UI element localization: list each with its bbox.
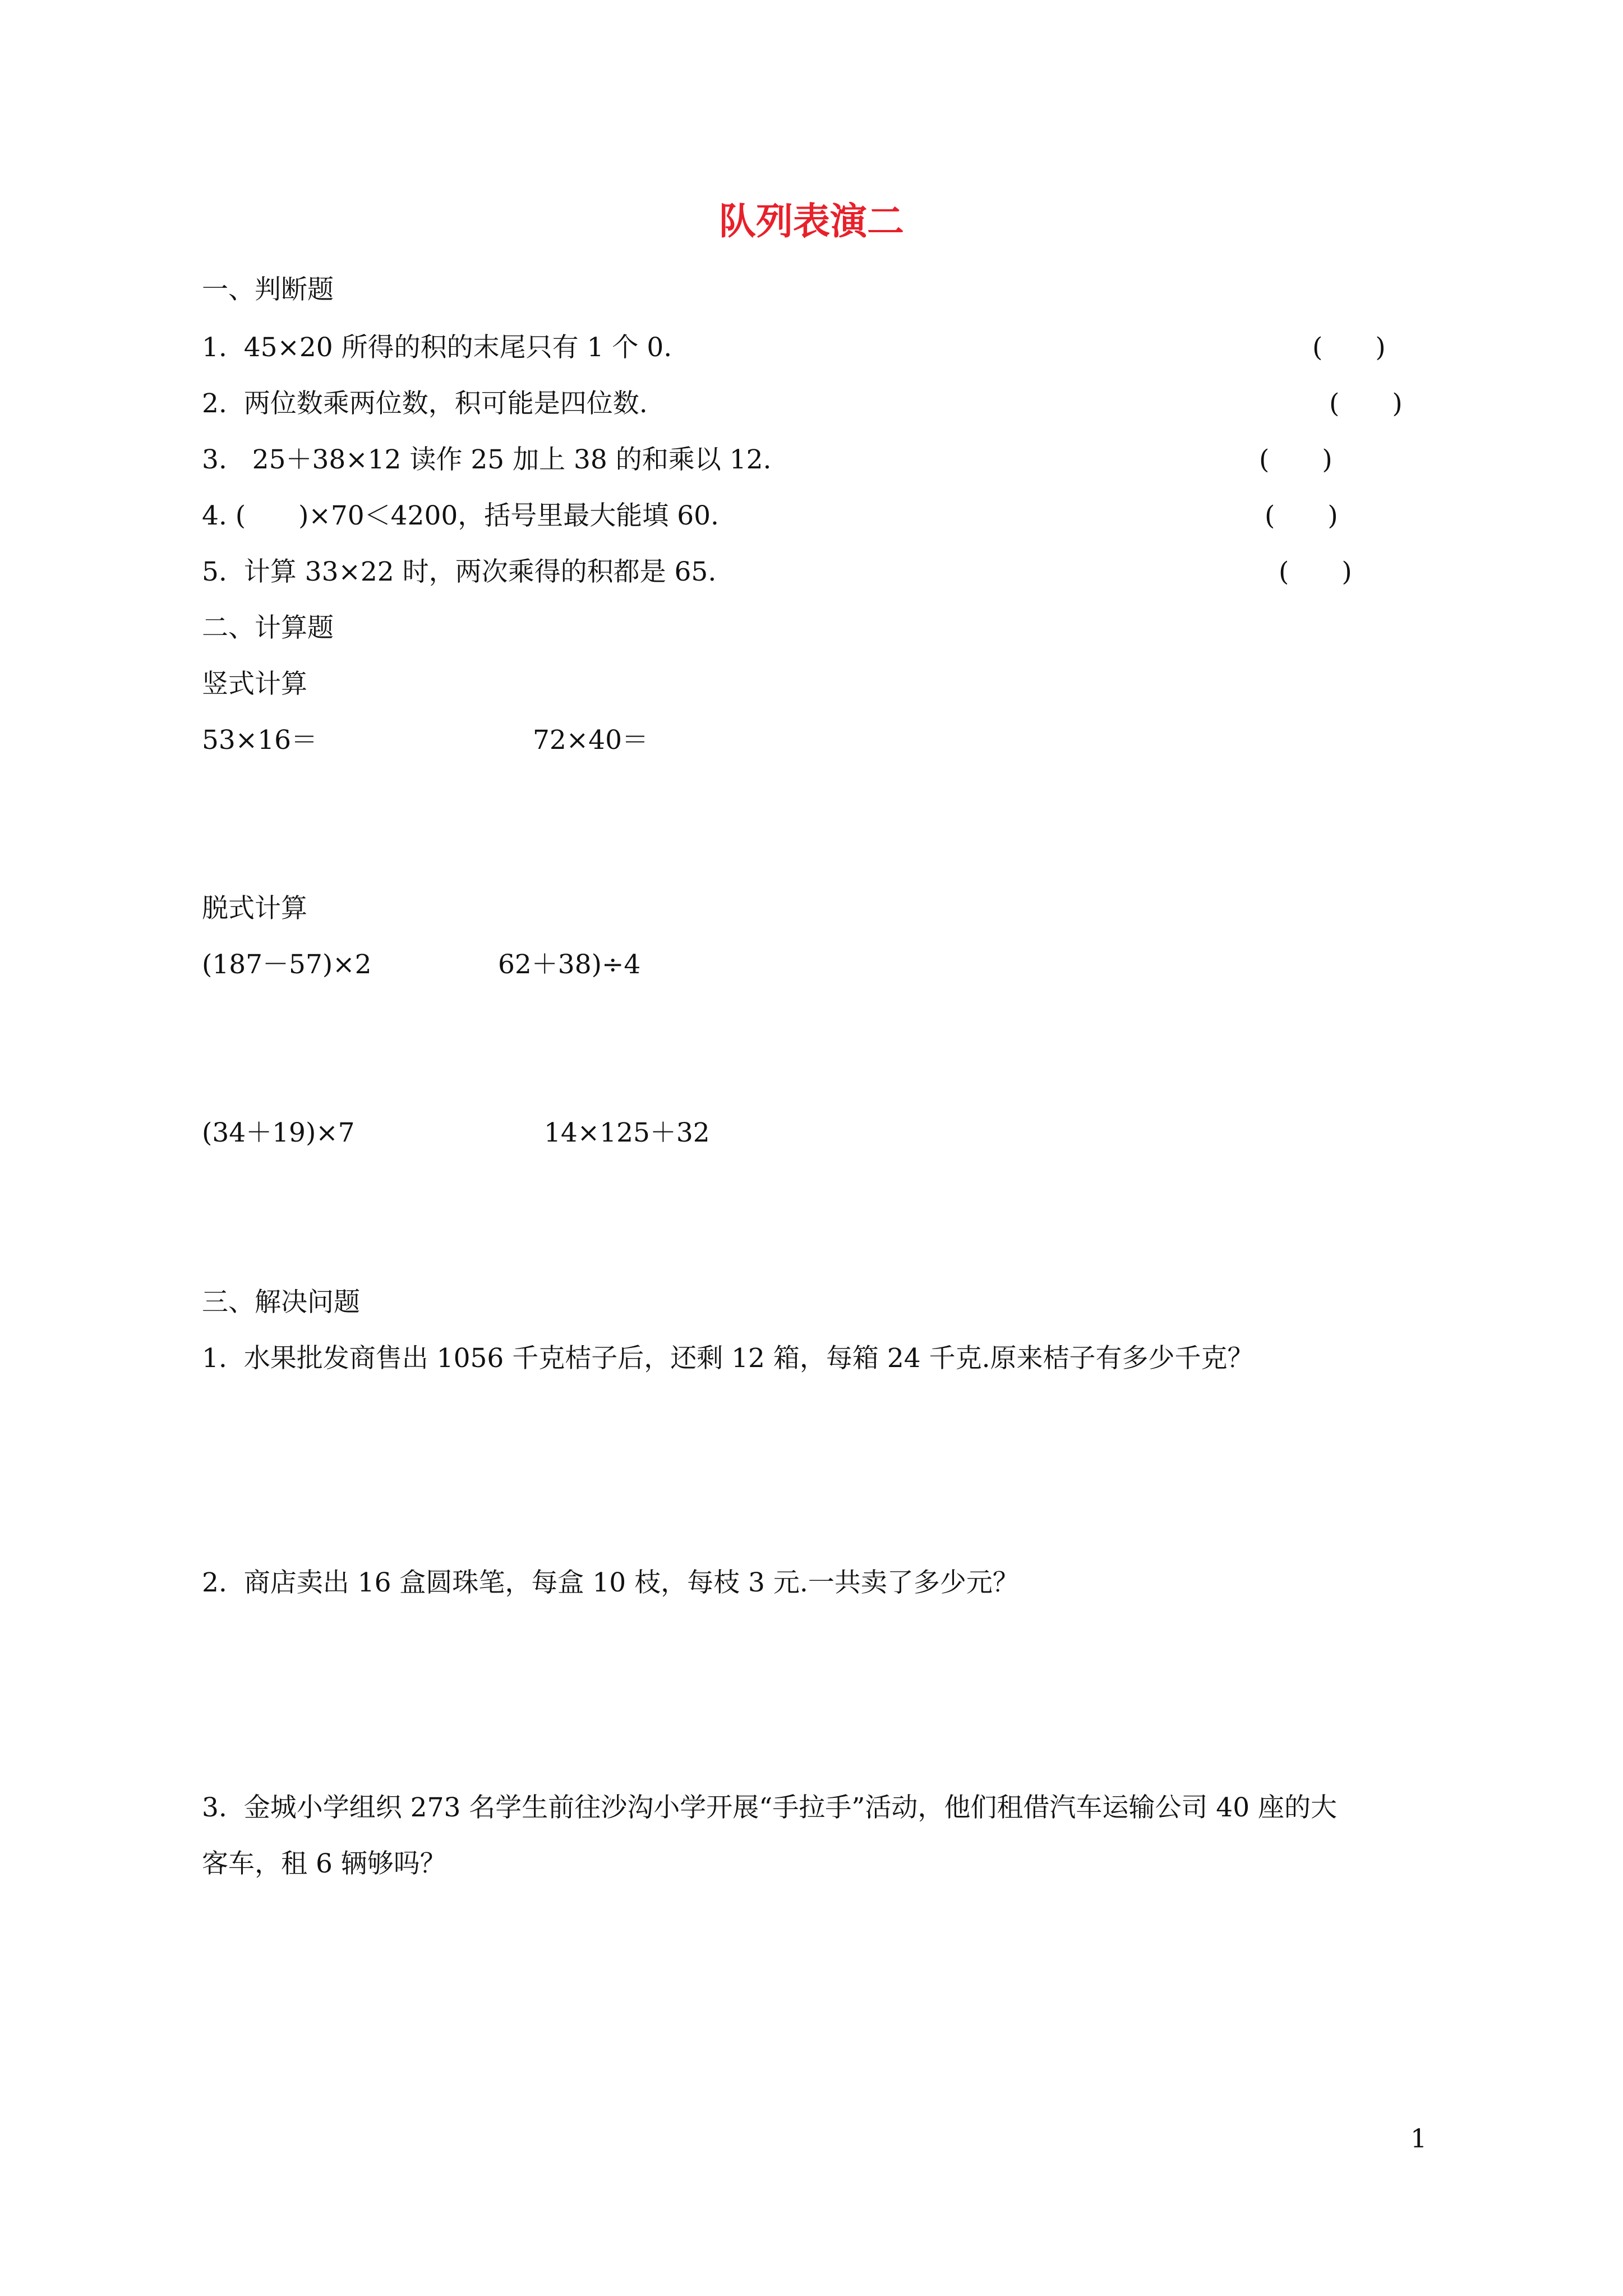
word-problem-1: 1. 水果批发商售出 1056 千克桔子后，还剩 12 箱，每箱 24 千克.原来桔子有多少千克？: [202, 1343, 1254, 1374]
section-heading-judgment: 一、判断题: [202, 274, 334, 305]
vertical-problem-1: 53×16＝: [202, 725, 317, 756]
stepwise-problem-2: 62＋38)÷4: [498, 949, 641, 980]
answer-blank-3[interactable]: ( ): [1259, 444, 1332, 475]
judgment-item-5: 5. 计算 33×22 时，两次乘得的积都是 65.: [202, 556, 717, 587]
section-heading-problem-solving: 三、解决问题: [202, 1287, 360, 1318]
page-number: 1: [1410, 2123, 1427, 2154]
judgment-item-3: 3. 25＋38×12 读作 25 加上 38 的和乘以 12.: [202, 444, 772, 475]
page-title: 队列表演二: [719, 200, 904, 243]
word-problem-3-line2: 客车，租 6 辆够吗？: [202, 1848, 446, 1879]
section-heading-calculation: 二、计算题: [202, 613, 334, 643]
stepwise-calc-label: 脱式计算: [202, 893, 307, 924]
vertical-calc-label: 竖式计算: [202, 669, 307, 700]
word-problem-3-line1: 3. 金城小学组织 273 名学生前往沙沟小学开展“手拉手”活动，他们租借汽车运输公司 40 座的大: [202, 1792, 1338, 1823]
stepwise-problem-3: (34＋19)×7: [202, 1117, 355, 1148]
word-problem-2: 2. 商店卖出 16 盒圆珠笔，每盒 10 枝，每枝 3 元.一共卖了多少元？: [202, 1567, 1019, 1598]
answer-blank-4[interactable]: ( ): [1265, 500, 1338, 531]
answer-blank-5[interactable]: ( ): [1279, 556, 1352, 587]
answer-blank-2[interactable]: ( ): [1329, 388, 1403, 419]
stepwise-problem-1: (187－57)×2: [202, 949, 372, 980]
judgment-item-1: 1. 45×20 所得的积的末尾只有 1 个 0.: [202, 332, 672, 363]
judgment-item-4: 4. ( )×70＜4200，括号里最大能填 60.: [202, 500, 719, 531]
vertical-problem-2: 72×40＝: [533, 725, 648, 756]
stepwise-problem-4: 14×125＋32: [544, 1117, 710, 1148]
judgment-item-2: 2. 两位数乘两位数，积可能是四位数.: [202, 388, 648, 419]
answer-blank-1[interactable]: ( ): [1312, 332, 1386, 363]
